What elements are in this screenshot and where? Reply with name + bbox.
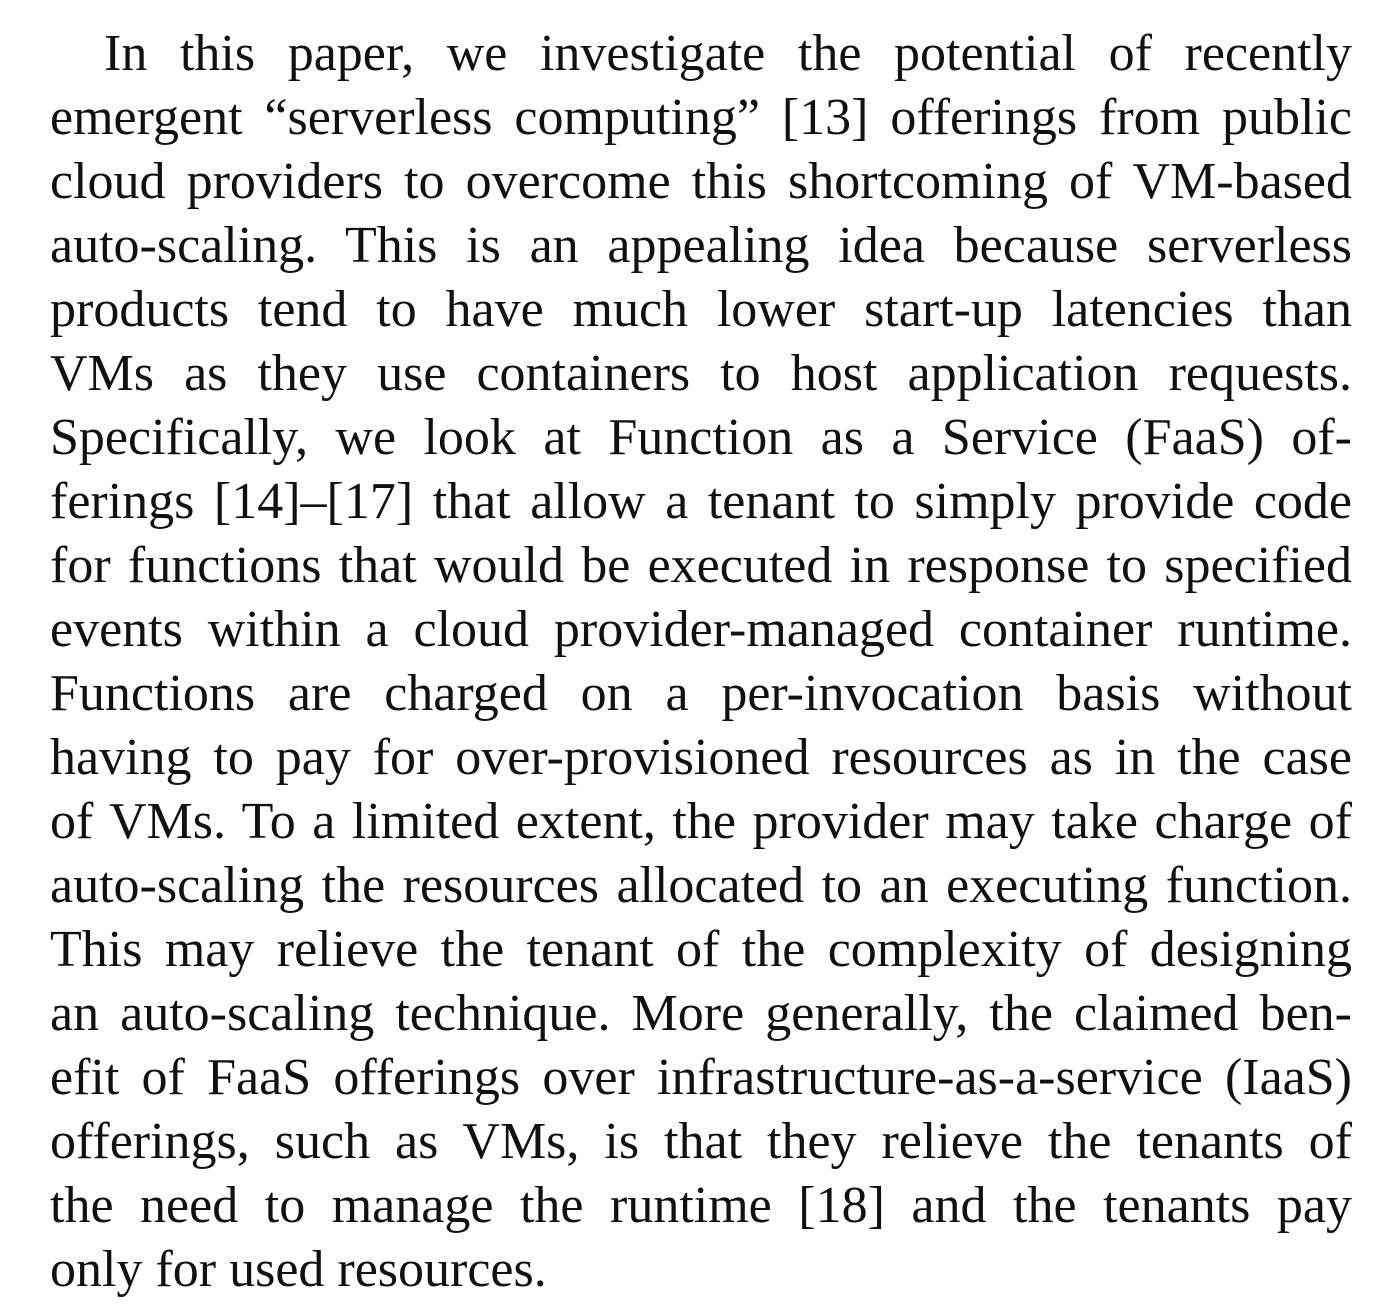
paragraph-line: only for used resources. xyxy=(50,1241,547,1298)
paragraph-line: auto-scaling. This is an appealing idea because serverless xyxy=(50,217,1352,274)
paragraph-line: of VMs. To a limited extent, the provider may take charge of xyxy=(50,793,1352,850)
paragraph-line: products tend to have much lower start-up latencies than xyxy=(50,281,1352,338)
paragraph-line: auto-scaling the resources allocated to an executing function. xyxy=(50,857,1352,914)
paragraph-line: cloud providers to overcome this shortcoming of VM-based xyxy=(50,153,1352,210)
paragraph-line: offerings, such as VMs, is that they relieve the tenants of xyxy=(50,1113,1352,1170)
paragraph-line: efit of FaaS offerings over infrastructure-as-a-service (IaaS) xyxy=(50,1049,1352,1106)
paragraph-line: In this paper, we investigate the potential of recently xyxy=(104,25,1352,82)
paragraph-line: for functions that would be executed in response to specified xyxy=(50,537,1352,594)
paragraph-line: ferings [14]–[17] that allow a tenant to simply provide code xyxy=(50,473,1352,530)
paragraph-line: an auto-scaling technique. More generally, the claimed ben- xyxy=(50,985,1352,1042)
paragraph-line: This may relieve the tenant of the complexity of designing xyxy=(50,921,1352,978)
paper-paragraph xyxy=(50,22,1352,1302)
paragraph-line: emergent “serverless computing” [13] offerings from public xyxy=(50,89,1352,146)
paragraph-line: the need to manage the runtime [18] and the tenants pay xyxy=(50,1177,1352,1234)
paragraph-line: events within a cloud provider-managed container runtime. xyxy=(50,601,1352,658)
paragraph-line: Functions are charged on a per-invocation basis without xyxy=(50,665,1352,722)
paragraph-line: having to pay for over-provisioned resources as in the case xyxy=(50,729,1352,786)
paragraph-line: Specifically, we look at Function as a Service (FaaS) of- xyxy=(50,409,1352,466)
paragraph-line: VMs as they use containers to host application requests. xyxy=(50,345,1352,402)
